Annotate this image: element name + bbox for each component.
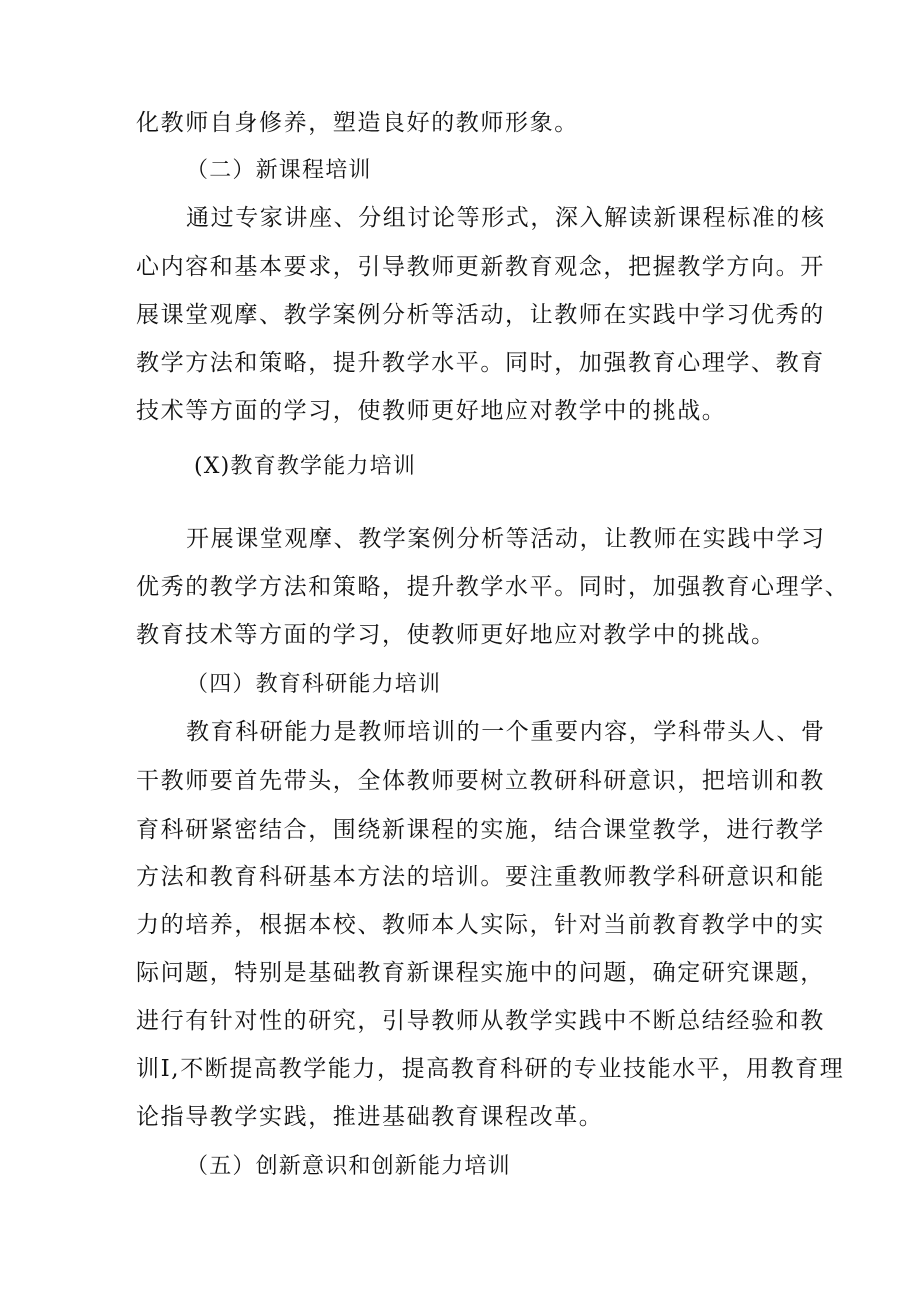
paragraph-line: 心内容和基本要求，引导教师更新教育观念，把握教学方向。开: [136, 254, 825, 280]
paragraph-line: 育科研紧密结合，围绕新课程的实施，结合课堂教学，进行教学: [136, 817, 825, 843]
section-heading: （二）新课程培训: [186, 158, 372, 183]
paragraph-line: 力的培养，根据本校、教师本人实际，针对当前教育教学中的实: [136, 912, 825, 938]
section-heading: (X)教育教学能力培训: [194, 454, 417, 479]
paragraph-line: 教学方法和策略，提升教学水平。同时，加强教育心理学、教育: [136, 350, 825, 376]
paragraph-line: 教育科研能力是教师培训的一个重要内容，学科带头人、骨: [186, 719, 826, 745]
paragraph-line: 展课堂观摩、教学案例分析等活动，让教师在实践中学习优秀的: [136, 302, 825, 328]
section-heading: （五）创新意识和创新能力培训: [186, 1154, 511, 1179]
paragraph-line: 训I,不断提高教学能力，提高教育科研的专业技能水平，用教育理: [136, 1056, 845, 1082]
paragraph-line: 开展课堂观摩、教学案例分析等活动，让教师在实践中学习: [186, 526, 826, 552]
paragraph-line: 方法和教育科研基本方法的培训。要注重教师教学科研意识和能: [136, 864, 825, 890]
paragraph-line: 教育技术等方面的学习，使教师更好地应对教学中的挑战。: [136, 622, 776, 648]
paragraph-line: 进行有针对性的研究，引导教师从教学实践中不断总结经验和教: [136, 1008, 825, 1034]
section-heading: （四）教育科研能力培训: [186, 672, 442, 697]
paragraph-line: 通过专家讲座、分组讨论等形式，深入解读新课程标准的核: [186, 205, 826, 231]
paragraph-line: 技术等方面的学习，使教师更好地应对教学中的挑战。: [136, 398, 727, 424]
paragraph-line: 际问题，特别是基础教育新课程实施中的问题，确定研究课题，: [136, 960, 825, 986]
paragraph-line: 化教师自身修养，塑造良好的教师形象。: [136, 110, 579, 136]
paragraph-line: 论指导教学实践，推进基础教育课程改革。: [136, 1104, 604, 1130]
paragraph-line: 优秀的教学方法和策略，提升教学水平。同时，加强教育心理学、: [136, 574, 850, 600]
paragraph-line: 干教师要首先带头，全体教师要树立教研科研意识，把培训和教: [136, 768, 825, 794]
